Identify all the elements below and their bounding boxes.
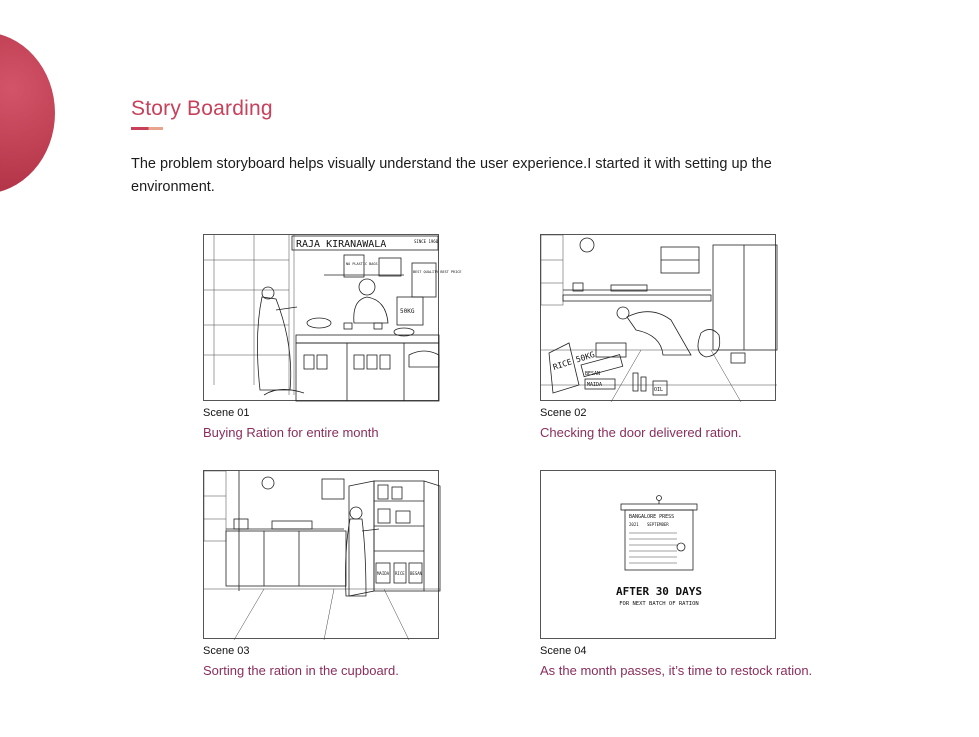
scene-1-label: Scene 01 xyxy=(203,407,250,419)
headline-text: AFTER 30 DAYS xyxy=(615,585,703,598)
rice-bag-label: RICE 50KG xyxy=(551,349,596,372)
scene-card-2 xyxy=(540,234,790,440)
notice-no-plastic: NO PLASTIC BAGS xyxy=(346,262,378,266)
title-underline xyxy=(131,127,163,130)
jar-maida: MAIDA xyxy=(377,571,390,576)
shop-sign-text: RAJA KIRANAWALA xyxy=(296,239,387,250)
since-text: SINCE 1960 xyxy=(414,239,439,244)
intro-paragraph: The problem storyboard helps visually understand the user experience.I started it with setting up the environment. xyxy=(131,156,772,195)
decorative-circle xyxy=(0,32,55,194)
notice-best-quality: BEST QUALITY BEST PRICE xyxy=(413,270,462,274)
calendar-title: BANGALORE PRESS xyxy=(629,514,675,520)
subline-text: FOR NEXT BATCH OF RATION xyxy=(619,601,699,607)
scene-2-sketch xyxy=(540,234,776,401)
oil-label: OIL xyxy=(654,387,664,393)
calendar-month: SEPTEMBER xyxy=(647,522,669,527)
scene-1-sketch xyxy=(203,234,462,401)
scene-3-sketch xyxy=(203,470,439,639)
scene-1-caption: Buying Ration for entire month xyxy=(203,425,379,440)
scene-2-label: Scene 02 xyxy=(540,407,587,419)
maida-label: MAIDA xyxy=(587,382,603,388)
scene-3-caption: Sorting the ration in the cupboard. xyxy=(203,663,399,678)
page-title: Story Boarding xyxy=(131,97,273,120)
jar-besan: BESAN xyxy=(410,571,423,576)
scene-4-caption: As the month passes, it’s time to restock ration. xyxy=(540,663,813,678)
scene-2-caption: Checking the door delivered ration. xyxy=(540,425,742,440)
scene-card-1 xyxy=(203,234,462,440)
jar-rice: RICE xyxy=(395,571,405,576)
scene-card-3 xyxy=(203,470,453,678)
besan-label: BESAN xyxy=(585,371,601,377)
sack-label: 50KG xyxy=(400,308,415,315)
calendar-year: 2021 xyxy=(629,522,639,527)
scene-4-sketch xyxy=(540,470,776,639)
scene-3-label: Scene 03 xyxy=(203,645,250,657)
scene-card-4 xyxy=(540,470,813,678)
scene-4-label: Scene 04 xyxy=(540,645,587,657)
